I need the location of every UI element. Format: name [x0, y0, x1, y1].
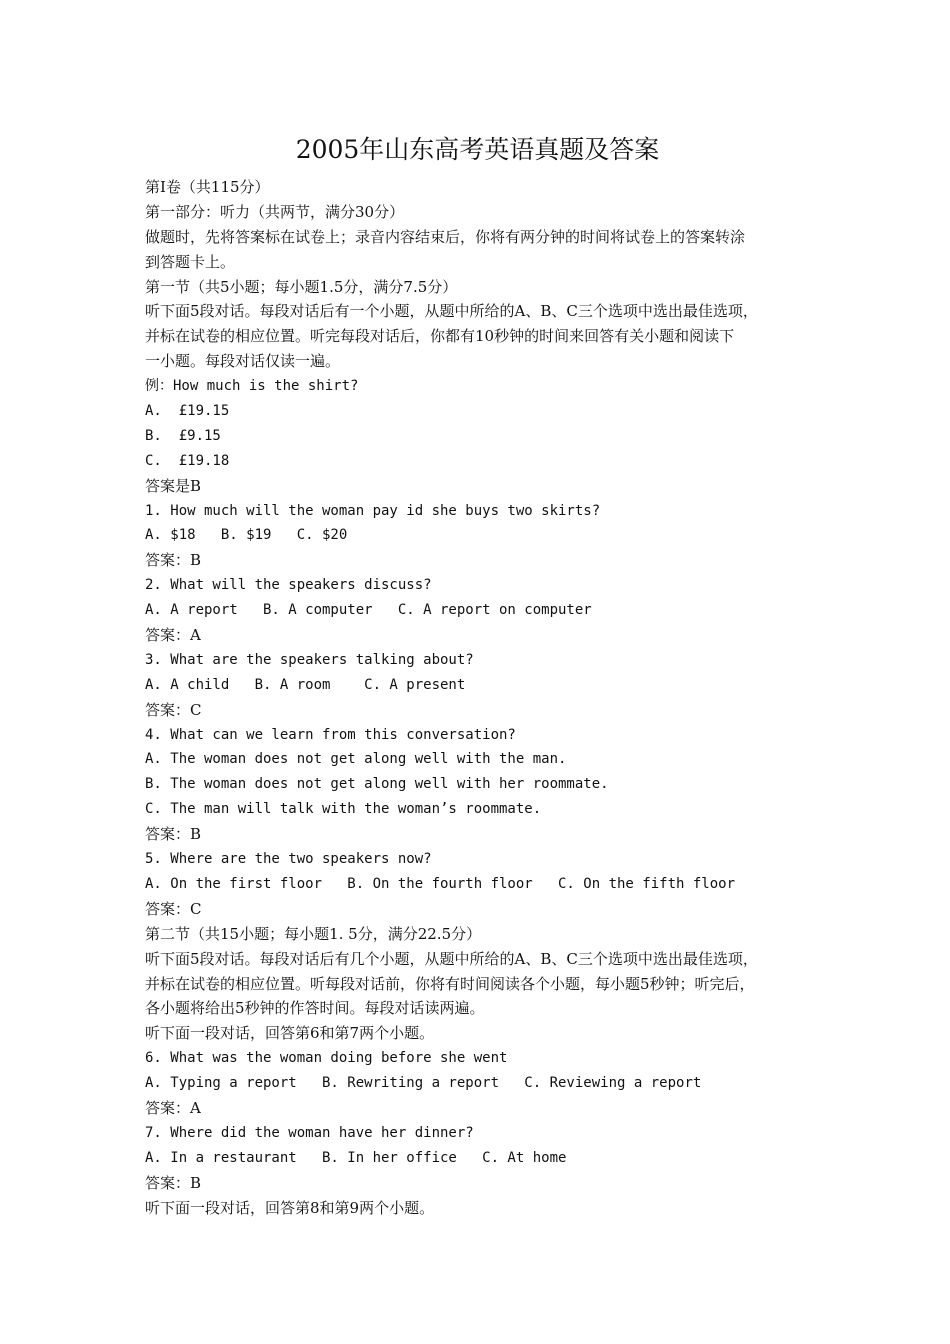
text-line: 听下面5段对话。每段对话后有一个小题，从题中所给的A、B、C三个选项中选出最佳选项，: [145, 302, 758, 321]
text-line: 到答题卡上。: [145, 252, 236, 271]
text-line: 答案：A: [145, 626, 201, 645]
text-line: 5. Where are the two speakers now?: [145, 851, 432, 868]
text-line: A. $18 B. $19 C. $20: [145, 527, 348, 544]
document-page: [145, 132, 810, 1220]
text-line: A. In a restaurant B. In her office C. At home: [145, 1149, 567, 1166]
text-line: 答案：B: [145, 825, 202, 844]
text-line: A. Typing a report B. Rewriting a report C. Reviewing a report: [145, 1075, 702, 1092]
document-body: [145, 175, 810, 1220]
text-line: 4. What can we learn from this conversation?: [145, 726, 516, 743]
text-line: C. £19.18: [145, 452, 230, 469]
text-line: 6. What was the woman doing before she went: [145, 1050, 508, 1067]
text-line: 例：How much is the shirt?: [145, 378, 359, 395]
text-line: 第Ⅰ卷（共115分）: [145, 178, 270, 196]
text-line: A. A report B. A computer C. A report on computer: [145, 602, 592, 619]
text-line: 3. What are the speakers talking about?: [145, 651, 474, 668]
text-line: 答案：C: [145, 899, 202, 918]
text-line: 答案是B: [145, 476, 202, 495]
text-line: B. £9.15: [145, 427, 221, 444]
text-line: 答案：A: [145, 1098, 201, 1117]
text-line: 并标在试卷的相应位置。听每段对话前，你将有时间阅读各个小题，每小题5秒钟；听完后，: [145, 974, 755, 993]
text-line: 听下面一段对话，回答第8和第9两个小题。: [145, 1198, 435, 1217]
text-line: A. On the first floor B. On the fourth floor C. On the fifth floor: [145, 875, 736, 892]
text-line: A. The woman does not get along well with the man.: [145, 751, 567, 768]
text-line: C. The man will talk with the woman’s roommate.: [145, 801, 542, 818]
text-line: 7. Where did the woman have her dinner?: [145, 1124, 474, 1141]
text-line: 第一部分：听力（共两节，满分30分）: [145, 202, 405, 221]
text-line: 答案：C: [145, 700, 202, 719]
text-line: 答案：B: [145, 551, 202, 570]
document-title: 2005年山东高考英语真题及答案: [295, 135, 660, 164]
text-line: 听下面5段对话。每段对话后有几个小题，从题中所给的A、B、C三个选项中选出最佳选项，: [145, 949, 758, 968]
text-line: 并标在试卷的相应位置。听完每段对话后，你都有10秒钟的时间来回答有关小题和阅读下: [145, 327, 735, 346]
text-line: 2. What will the speakers discuss?: [145, 577, 432, 594]
text-line: 各小题将给出5秒钟的作答时间。每段对话读两遍。: [145, 999, 485, 1018]
text-line: 答案：B: [145, 1173, 202, 1192]
text-line: A. £19.15: [145, 403, 230, 420]
text-line: 做题时，先将答案标在试卷上；录音内容结束后，你将有两分钟的时间将试卷上的答案转涂: [145, 227, 746, 246]
text-line: A. A child B. A room C. A present: [145, 676, 466, 693]
text-line: B. The woman does not get along well with her roommate.: [145, 776, 609, 793]
text-line: 第二节（共15小题；每小题1. 5分，满分22.5分）: [145, 924, 482, 943]
text-line: 一小题。每段对话仅读一遍。: [145, 352, 341, 371]
text-line: 1. How much will the woman pay id she buys two skirts?: [145, 502, 601, 519]
text-line: 第一节（共5小题；每小题1.5分，满分7.5分）: [145, 277, 458, 296]
text-line: 听下面一段对话，回答第6和第7两个小题。: [145, 1024, 435, 1043]
